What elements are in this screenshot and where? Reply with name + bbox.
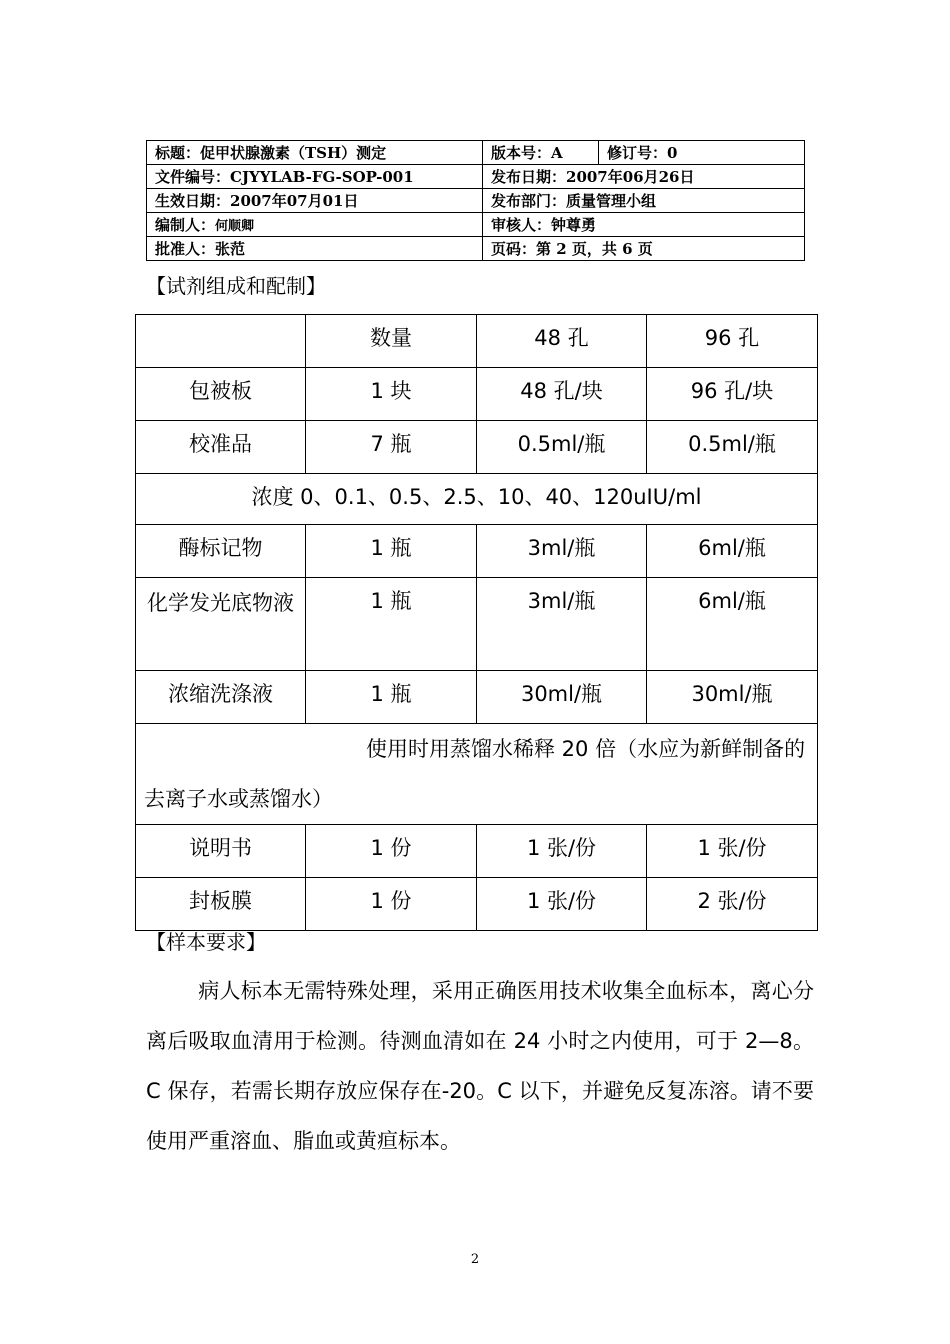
page-number: 2 <box>470 1252 480 1267</box>
table-row <box>136 878 818 931</box>
table-header-row <box>136 315 818 368</box>
table-cell: 化学发光底物液 <box>136 578 306 671</box>
dilution-note <box>136 724 818 825</box>
table-header-cell: 数量 <box>306 315 477 368</box>
reagent-table <box>135 314 818 931</box>
table-cell: 1 瓶 <box>306 578 477 671</box>
table-row <box>136 671 818 724</box>
effective-date: 生效日期：2007年07月01日 <box>147 189 483 213</box>
version-number: 版本号：A <box>483 141 599 165</box>
table-cell: 1 瓶 <box>306 525 477 578</box>
reviewer: 审核人：钟尊勇 <box>483 213 805 237</box>
table-cell: 1 瓶 <box>306 671 477 724</box>
table-cell: 1 张/份 <box>477 825 647 878</box>
table-header-cell: 96 孔 <box>647 315 818 368</box>
page-info: 页码：第 2 页，共 6 页 <box>483 237 805 261</box>
table-cell: 7 瓶 <box>306 421 477 474</box>
table-header-cell <box>136 315 306 368</box>
table-row <box>136 825 818 878</box>
table-cell: 说明书 <box>136 825 306 878</box>
document-number: 文件编号：CJYYLAB-FG-SOP-001 <box>147 165 483 189</box>
table-cell: 1 份 <box>306 878 477 931</box>
approver: 批准人：张范 <box>147 237 483 261</box>
table-cell: 浓缩洗涤液 <box>136 671 306 724</box>
table-row <box>136 421 818 474</box>
table-cell: 30ml/瓶 <box>477 671 647 724</box>
table-cell: 2 张/份 <box>647 878 818 931</box>
section-title-sample: 【样本要求】 <box>146 930 266 954</box>
table-row <box>136 525 818 578</box>
table-cell: 6ml/瓶 <box>647 525 818 578</box>
doc-title: 标题：促甲状腺激素（TSH）测定 <box>147 141 483 165</box>
author-label: 编制人： <box>155 216 216 234</box>
table-cell: 1 块 <box>306 368 477 421</box>
table-cell: 1 张/份 <box>477 878 647 931</box>
table-cell: 1 张/份 <box>647 825 818 878</box>
table-cell: 3ml/瓶 <box>477 525 647 578</box>
section-title-reagents: 【试剂组成和配制】 <box>146 274 326 298</box>
table-row <box>136 724 818 825</box>
table-cell: 30ml/瓶 <box>647 671 818 724</box>
issue-department: 发布部门：质量管理小组 <box>483 189 805 213</box>
table-cell: 96 孔/块 <box>647 368 818 421</box>
table-row <box>136 578 818 671</box>
table-cell: 包被板 <box>136 368 306 421</box>
table-cell: 校准品 <box>136 421 306 474</box>
table-row <box>136 368 818 421</box>
table-cell: 6ml/瓶 <box>647 578 818 671</box>
table-cell: 0.5ml/瓶 <box>647 421 818 474</box>
table-cell: 酶标记物 <box>136 525 306 578</box>
table-cell: 3ml/瓶 <box>477 578 647 671</box>
author-name: 何顺卿 <box>215 219 255 234</box>
table-cell: 1 份 <box>306 825 477 878</box>
table-cell: 48 孔/块 <box>477 368 647 421</box>
concentration-note: 浓度 0、0.1、0.5、2.5、10、40、120uIU/ml <box>136 474 818 525</box>
table-header-cell: 48 孔 <box>477 315 647 368</box>
dilution-text: 使用时用蒸馏水稀释 20 倍（水应为新鲜制备的去离子水或蒸馏水） <box>144 737 806 811</box>
document-header-table <box>146 140 805 261</box>
table-row <box>136 474 818 525</box>
table-cell: 0.5ml/瓶 <box>477 421 647 474</box>
author <box>147 213 483 237</box>
sample-paragraph-text: 病人标本无需特殊处理，采用正确医用技术收集全血标本，离心分离后吸取血清用于检测。待测血清如在 24 小时之内使用，可于 2—8。C 保存，若需长期存放应保存在-20。C 以下，并避免反复冻溶。请不要使用严重溶血、脂血或黄疸标本。 <box>146 979 814 1153</box>
table-cell: 封板膜 <box>136 878 306 931</box>
sample-paragraph <box>146 966 814 1166</box>
revision-number: 修订号：0 <box>599 141 805 165</box>
issue-date: 发布日期：2007年06月26日 <box>483 165 805 189</box>
